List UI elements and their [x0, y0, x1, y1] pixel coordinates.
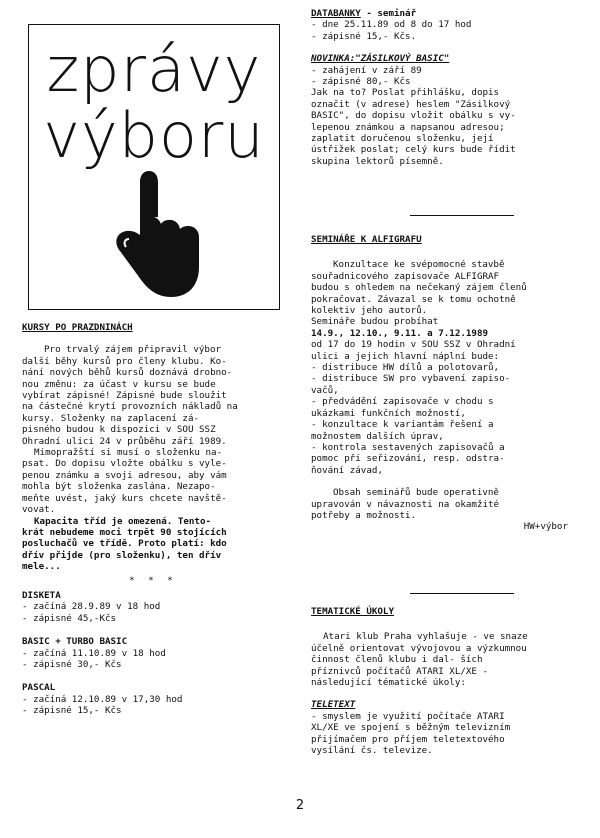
tematicke-line: příznivců počítačů ATARI XL/XE -	[311, 665, 489, 677]
alfigraf-line: souřadnicového zapisovače ALFIGRAF	[311, 270, 500, 282]
kursy-paragraph-3	[22, 516, 284, 573]
alfigraf-title: SEMINÁŘE K ALFIGRAFU	[311, 234, 422, 245]
novinka-title: NOVINKA:"ZÁSILKOVÝ BASIC"	[311, 53, 450, 65]
kursy-title: KURSY PO PRAZDNINÁCH	[22, 322, 133, 333]
databanky-title: DATABANKY	[311, 8, 361, 19]
alfigraf-line: ukázkami funkčních možností,	[311, 407, 466, 419]
alfigraf-line: pomoc při seřizování, resp. odstra-	[311, 453, 505, 465]
databanky-line: - zápisné 15,- Kčs.	[311, 30, 417, 42]
alfigraf-line: - distribuce SW pro vybavení zapiso-	[311, 373, 511, 385]
text-line: nání nových běhů kursů doznává drobno-	[22, 367, 233, 379]
databanky-line: - dne 25.11.89 od 8 do 17 hod	[311, 19, 472, 31]
alfigraf-line: - předvádění zapisovače v chodu s	[311, 396, 494, 408]
text-line: pisného budou k dispozici v SOU SSZ	[22, 424, 216, 436]
alfigraf-signature: HW+výbor	[523, 521, 568, 533]
alfigraf-line: - konzultace k variantám řešení a	[311, 419, 494, 431]
alfigraf-line: pokračovat. Závazal se k tomu ochotně	[311, 293, 516, 305]
text-line: Ohradní ulici 24 v průběhu září 1989.	[22, 435, 227, 447]
masthead-title-line2: výboru	[43, 99, 265, 172]
text-line: Kapacita tříd je omezená. Tento-	[34, 515, 212, 527]
section-alfigraf	[311, 234, 586, 533]
text-line: další běhy kursů pro členy klubu. Ko-	[22, 355, 227, 367]
alfigraf-line: možnostem dalších úprav,	[311, 430, 444, 442]
alfigraf-line: Semináře budou probíhat	[311, 316, 439, 328]
alfigraf-line: - kontrola sestavených zapisovačů a	[311, 441, 505, 453]
text-line: penou známku a svoji adresou, aby vám	[22, 469, 227, 481]
text-line: nou změnu: za účast v kursu se bude	[22, 378, 216, 390]
basic-line: - zápisné 30,- Kčs	[22, 658, 122, 670]
masthead-box	[28, 24, 280, 310]
disketa-title: DISKETA	[22, 589, 61, 601]
kursy-paragraph-2	[22, 447, 284, 515]
basic-title: BASIC + TURBO BASIC	[22, 636, 128, 648]
alfigraf-line: - distribuce HW dílů a polotovarů,	[311, 362, 500, 374]
pascal-title: PASCAL	[22, 682, 56, 694]
alfigraf-line: ňování závad,	[311, 464, 383, 476]
text-line: mele...	[22, 561, 61, 573]
novinka-line: lepenou známkou a napsanou adresou;	[311, 121, 505, 133]
basic-line: - začíná 11.10.89 v 18 hod	[22, 647, 166, 659]
text-line: Pro trvalý zájem připravil výbor	[44, 344, 222, 356]
text-line: krát nebudeme moci trpět 90 stojících	[22, 526, 227, 538]
alfigraf-line: budou s ohledem na nečekaný zájem členů	[311, 282, 527, 294]
disketa-line: - začíná 28.9.89 v 18 hod	[22, 601, 161, 613]
disketa-line: - zápisné 45,-Kčs	[22, 612, 117, 624]
alfigraf-line: ulici a jejich hlavní náplní bude:	[311, 350, 500, 362]
text-line: vybírat zápisné! Zápisné bude sloužit	[22, 390, 227, 402]
tematicke-title: TEMATICKÉ ÚKOLY	[311, 606, 394, 617]
alfigraf-line: Obsah seminářů bude operativně	[333, 487, 499, 499]
section-databanky	[311, 8, 586, 167]
section-tematicke	[311, 606, 586, 756]
alfigraf-line: kolektiv jeho autorů.	[311, 305, 428, 317]
pointing-hand-icon	[91, 165, 211, 305]
text-line: Mimopražští si musí o složenku na-	[34, 447, 223, 459]
tematicke-line: Atari klub Praha vyhlašuje - ve snaze	[323, 631, 528, 643]
alfigraf-line: vačů,	[311, 384, 339, 396]
databanky-suffix: - seminář	[360, 8, 417, 19]
databanky-heading	[311, 8, 586, 19]
alfigraf-dates: 14.9., 12.10., 9.11. a 7.12.1989	[311, 327, 489, 339]
text-line: posluchačů ve třídě. Proto platí: kdo	[22, 538, 227, 550]
novinka-line: skupina lektorů písemně.	[311, 155, 444, 167]
teletext-title: TELETEXT	[311, 699, 356, 711]
kursy-paragraph-1	[22, 344, 284, 447]
tematicke-line: činnost členů klubu i dal- ších	[311, 654, 483, 666]
text-line: meňte uvést, jaký kurs chcete navště-	[22, 492, 227, 504]
text-line: dřív přijde (pro složenku), ten dřív	[22, 549, 222, 561]
teletext-line: - smyslem je využití počítače ATARI	[311, 710, 505, 722]
pascal-line: - zápisné 15,- Kčs	[22, 705, 122, 717]
section-kursy	[22, 322, 284, 717]
page-number: 2	[295, 798, 305, 813]
text-line: vovat.	[22, 504, 56, 516]
divider-rule	[410, 215, 514, 216]
divider-rule	[410, 593, 514, 594]
pascal-line: - začíná 12.10.89 v 17,30 hod	[22, 693, 183, 705]
text-line: na částečné krytí provozních nákladů na	[22, 401, 238, 413]
novinka-line: - zápisné 80,- Kčs	[311, 76, 411, 88]
text-line: mohla být složenka zaslána. Nezapo-	[22, 481, 216, 493]
teletext-line: přijímačem pro příjem teletextového	[311, 733, 505, 745]
text-line: psat. Do dopisu vložte obálku s vyle-	[22, 458, 227, 470]
novinka-line: ústřižek poslat; celý kurs bude řídit	[311, 144, 516, 156]
teletext-line: vysílání čs. televize.	[311, 745, 433, 757]
alfigraf-line: Konzultace ke svépomocné stavbě	[333, 259, 505, 271]
text-line: kursy. Složenky na zaplacení zá-	[22, 412, 200, 424]
tematicke-line: následující tématické úkoly:	[311, 677, 466, 689]
novinka-line: Jak na to? Poslat přihlášku, dopis	[311, 87, 500, 99]
teletext-line: XL/XE ve spojení s běžným televizním	[311, 722, 511, 734]
novinka-line: označit (v adrese) heslem "Zásilkový	[311, 98, 511, 110]
section-separator-stars: * * *	[129, 574, 177, 586]
novinka-line: - zahájení v září 89	[311, 64, 422, 76]
novinka-line: zaplatit doručenou složenku, její	[311, 133, 494, 145]
masthead-title-line1: zprávy	[46, 33, 262, 106]
alfigraf-line: potřeby a možnosti.	[311, 509, 417, 521]
alfigraf-line: od 17 do 19 hodin v SOU SSZ v Ohradní	[311, 339, 516, 351]
tematicke-line: účelně orientovat vývojovou a výzkumnou	[311, 642, 527, 654]
novinka-line: BASIC", do dopisu vložit obálku s vy-	[311, 110, 516, 122]
alfigraf-line: upravován v návaznosti na okamžité	[311, 498, 500, 510]
